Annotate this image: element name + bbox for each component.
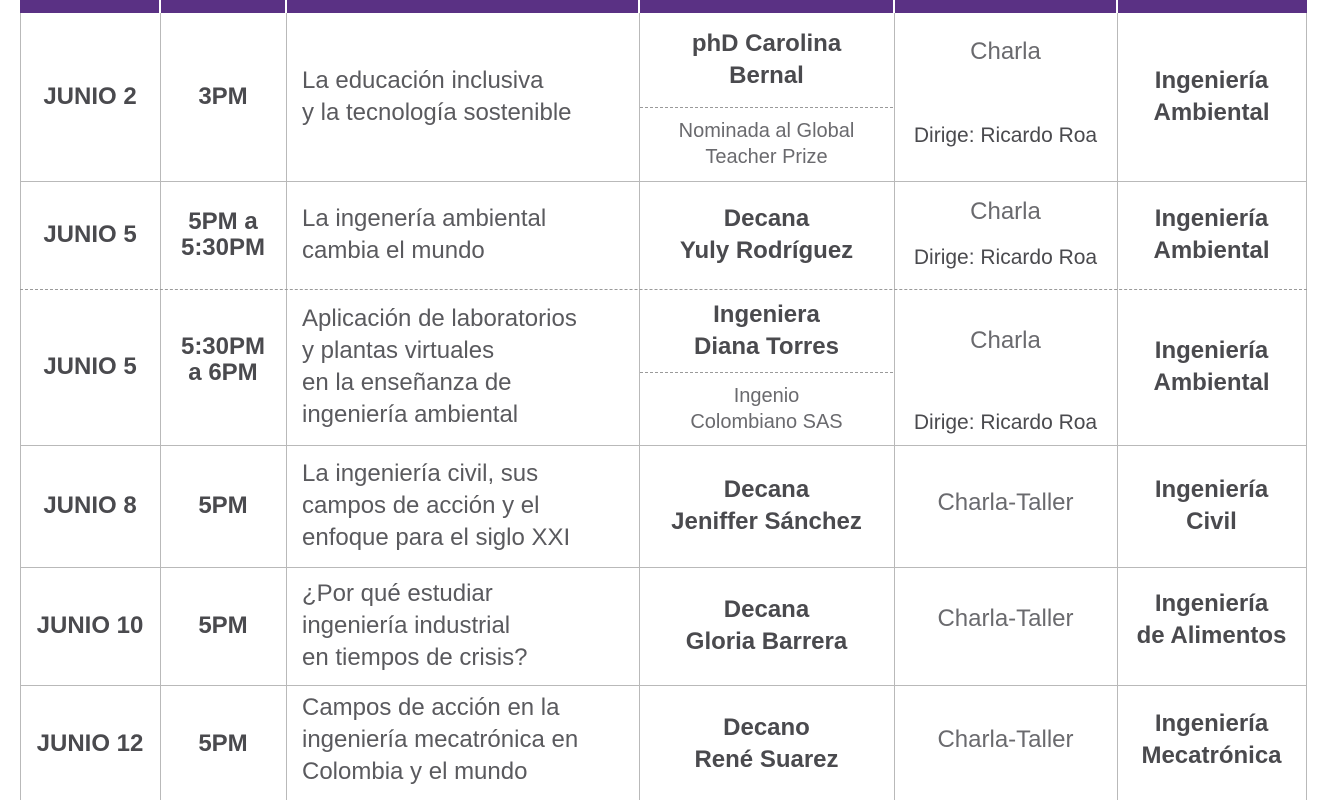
date-cell: JUNIO 10 [36,612,144,639]
speaker-name: Decana Gloria Barrera [685,596,848,655]
speaker-name: Decano René Suarez [694,714,839,773]
topic-cell: Campos de acción en la ingeniería mecatrónica en Colombia y el mundo [302,694,579,785]
header-separator [638,0,640,13]
program-cell: Ingeniería Ambiental [1153,67,1270,126]
grid-line [1306,13,1307,800]
program-cell: Ingeniería Civil [1154,476,1269,535]
speaker-name: phD Carolina Bernal [691,30,842,89]
event-type: Charla [970,38,1041,65]
header-separator [1116,0,1118,13]
header-separator [893,0,895,13]
topic-cell: La educación inclusiva y la tecnología sostenible [302,67,572,126]
event-director: Dirige: Ricardo Roa [913,411,1098,434]
date-cell: JUNIO 5 [43,353,137,380]
program-cell: Ingeniería Mecatrónica [1141,710,1282,769]
date-cell: JUNIO 5 [43,221,137,248]
event-type: Charla [970,327,1041,354]
date-cell: JUNIO 8 [43,492,137,519]
speaker-name: Decana Jeniffer Sánchez [671,476,862,535]
date-cell: JUNIO 12 [36,730,144,757]
header-separator [285,0,287,13]
date-cell: JUNIO 2 [43,83,137,110]
speaker-name: Ingeniera Diana Torres [694,300,839,360]
header-separator [159,0,161,13]
program-cell: Ingeniería Ambiental [1153,337,1270,396]
event-director: Dirige: Ricardo Roa [913,124,1098,147]
speaker-affiliation: Ingenio Colombiano SAS [690,384,843,433]
time-cell: 5PM [198,612,248,639]
time-cell: 5PM a 5:30PM [180,208,266,261]
speaker-affiliation: Nominada al Global Teacher Prize [678,120,855,168]
event-type: Charla-Taller [937,489,1074,516]
topic-cell: La ingeniería civil, sus campos de acción y el enfoque para el siglo XXI [302,460,571,551]
speaker-name: Decana Yuly Rodríguez [679,205,854,264]
event-director: Dirige: Ricardo Roa [913,246,1098,269]
table-header-bar [20,0,1307,13]
time-cell: 5PM [198,492,248,519]
time-cell: 5PM [198,730,248,757]
event-type: Charla-Taller [937,726,1074,753]
program-cell: Ingeniería Ambiental [1153,205,1270,264]
time-cell: 5:30PM a 6PM [180,333,266,386]
event-type: Charla [970,198,1041,225]
program-cell: Ingeniería de Alimentos [1136,590,1287,649]
topic-cell: Aplicación de laboratorios y plantas virtuales en la enseñanza de ingeniería ambiental [302,305,577,428]
topic-cell: La ingenería ambiental cambia el mundo [302,205,547,264]
topic-cell: ¿Por qué estudiar ingeniería industrial en tiempos de crisis? [302,580,528,671]
event-type: Charla-Taller [937,605,1074,632]
time-cell: 3PM [198,83,248,110]
